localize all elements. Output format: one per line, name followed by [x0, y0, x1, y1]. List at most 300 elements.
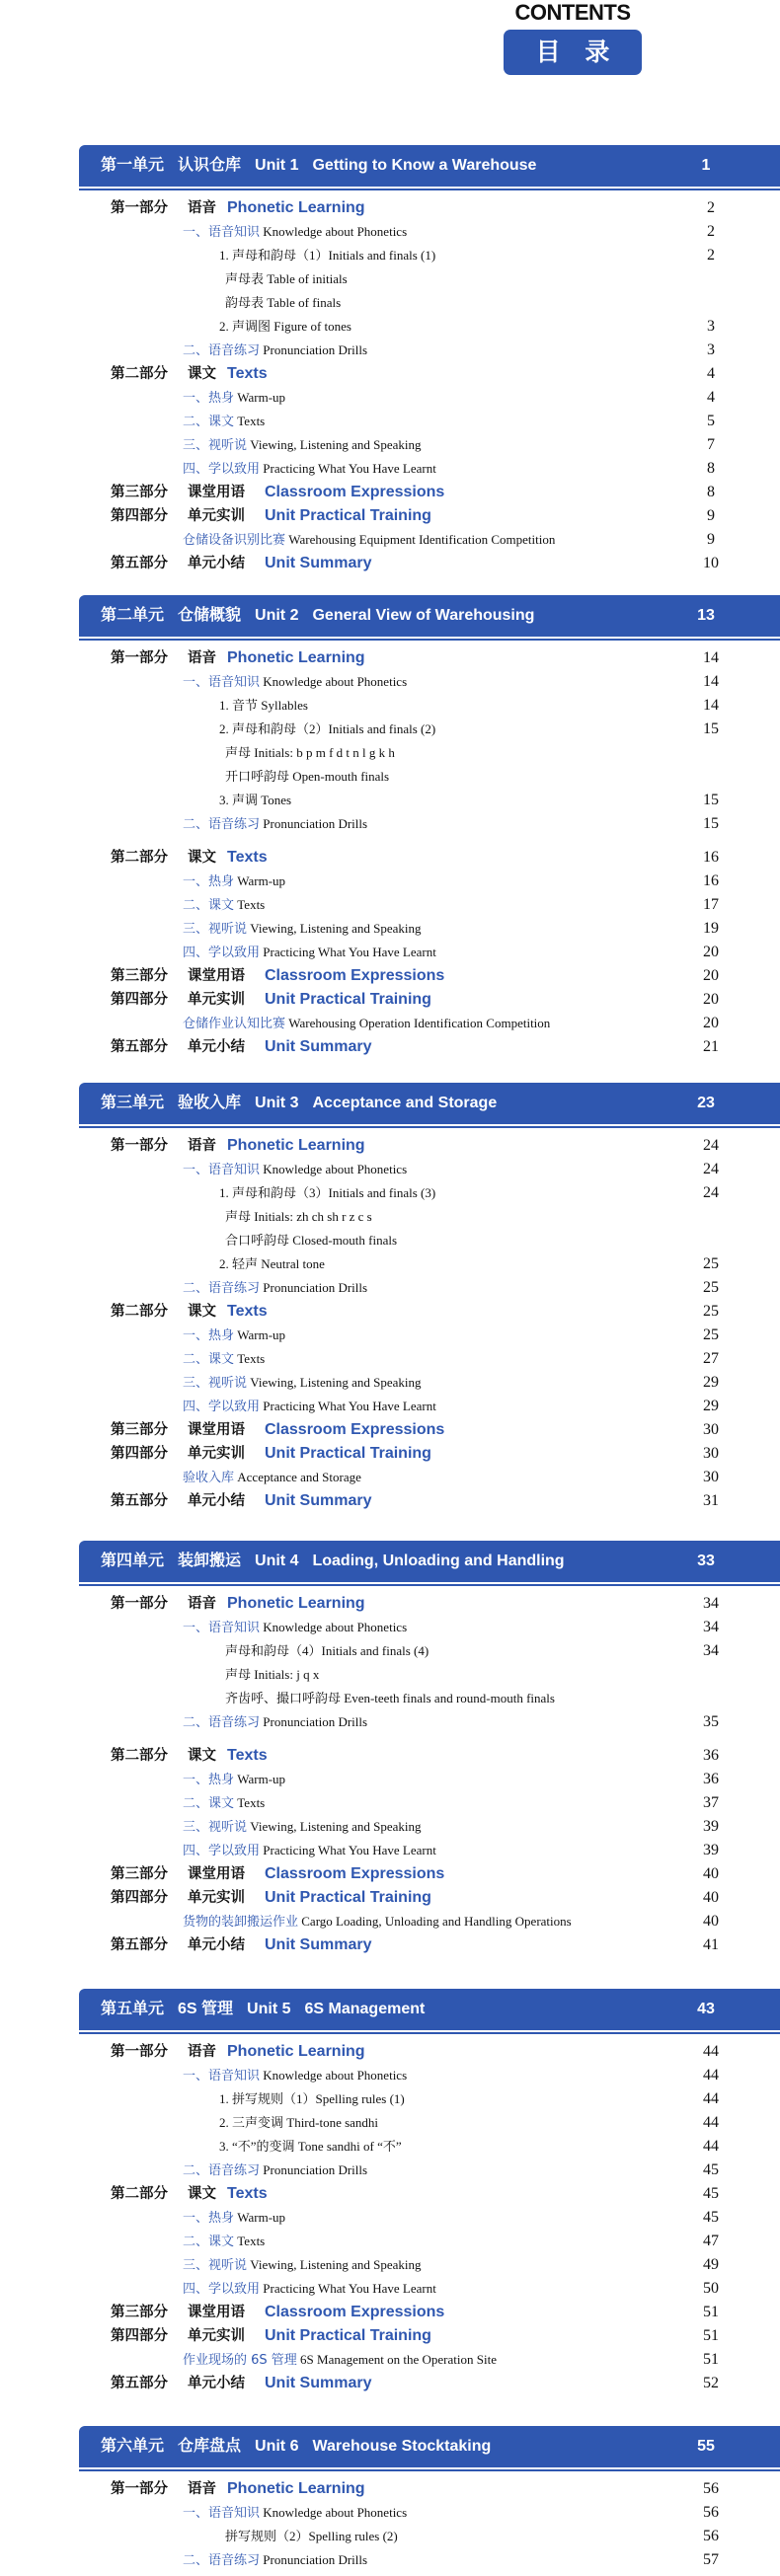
toc-entry[interactable]: [79, 1489, 780, 1513]
section-label: [183, 1371, 422, 1396]
unit-title: [101, 1083, 497, 1124]
section-label: [183, 1012, 550, 1036]
toc-entry[interactable]: [79, 552, 780, 575]
toc-entry[interactable]: [79, 457, 780, 481]
section-title-cn: 二、语音练习: [183, 343, 261, 358]
part-title-en: Texts: [227, 849, 268, 866]
subsection-label: 1. 音节 Syllables: [219, 698, 308, 713]
toc-entry[interactable]: [79, 1205, 780, 1229]
section-label: [183, 2230, 265, 2254]
page-number: 36: [703, 1771, 719, 1787]
toc-entry[interactable]: [79, 2182, 780, 2206]
page-number: 45: [703, 2209, 719, 2226]
page-number: 51: [703, 2351, 719, 2368]
page-number: 49: [703, 2256, 719, 2273]
page-number: 25: [703, 1303, 719, 1320]
part-title-cn: 语音: [188, 1596, 216, 1612]
section-title-en: Pronunciation Drills: [263, 816, 368, 831]
toc-entry[interactable]: [79, 1768, 780, 1791]
part-label: [111, 2182, 268, 2206]
unit-title-cn-name: 仓储概貌: [178, 607, 242, 624]
section-label: [183, 220, 407, 245]
part-title-en: Unit Summary: [265, 1038, 372, 1055]
toc-entry[interactable]: [79, 2135, 780, 2159]
part-title-cn: 课堂用语: [188, 1422, 245, 1438]
section-title-cn: 二、课文: [183, 415, 235, 429]
unit-divider: [79, 1126, 780, 1128]
toc-entry[interactable]: [79, 1276, 780, 1300]
toc-entry[interactable]: [79, 1744, 780, 1768]
page-number: 44: [703, 2114, 719, 2131]
section-title-en: 6S Management on the Operation Site: [300, 2352, 497, 2367]
section-label: [183, 410, 265, 434]
section-title-en: Texts: [237, 414, 266, 428]
toc-entry[interactable]: [79, 694, 780, 718]
toc-entry[interactable]: [79, 220, 780, 244]
toc-entry[interactable]: [79, 1300, 780, 1324]
section-title-cn: 一、语音知识: [183, 1621, 261, 1635]
toc-entry[interactable]: [79, 812, 780, 836]
part-title-cn: 课堂用语: [188, 2305, 245, 2320]
subsection-item: 合口呼韵母 Closed-mouth finals: [225, 1233, 398, 1248]
unit-entries: [79, 196, 780, 575]
page-number: 17: [703, 896, 719, 913]
unit-number-en: Unit 6: [255, 2438, 299, 2455]
section-title-en: Viewing, Listening and Speaking: [250, 1819, 422, 1834]
page-number: 20: [703, 991, 719, 1008]
page-number: 15: [703, 720, 719, 737]
unit-block: [79, 595, 780, 1059]
part-title-en: Phonetic Learning: [227, 2043, 365, 2060]
subsection-item: 声母 Initials: zh ch sh r z c s: [225, 1209, 372, 1224]
section-title-cn: 三、视听说: [183, 1820, 248, 1835]
subsection-label: 2. 声调图 Figure of tones: [219, 319, 351, 334]
part-number: 第一部分: [111, 1596, 168, 1612]
part-number: 第一部分: [111, 650, 168, 666]
unit-title-cn: 第五单元: [101, 2001, 165, 2017]
page-number: 3: [707, 318, 715, 335]
section-label: [183, 2501, 407, 2526]
part-title-en: Unit Summary: [265, 2375, 372, 2391]
section-label: [183, 1276, 367, 1301]
toc-entry[interactable]: [79, 2206, 780, 2230]
section-label: [183, 1324, 285, 1348]
unit-title-en: General View of Warehousing: [312, 607, 535, 624]
section-title-en: Pronunciation Drills: [263, 1714, 368, 1729]
part-number: 第五部分: [111, 1493, 168, 1509]
page-number: 16: [703, 849, 719, 866]
part-number: 第三部分: [111, 2305, 168, 2320]
unit-heading[interactable]: [79, 145, 780, 187]
unit-page-number: 1: [701, 157, 711, 174]
section-label: [183, 1910, 572, 1934]
part-label: [111, 1300, 268, 1324]
part-label: [111, 481, 444, 504]
toc-entry[interactable]: [79, 789, 780, 812]
unit-heading[interactable]: [79, 595, 780, 637]
toc-entry[interactable]: [79, 1616, 780, 1639]
part-title-en: Unit Practical Training: [265, 991, 431, 1008]
unit-entries: [79, 646, 780, 1059]
toc-entry[interactable]: [79, 1418, 780, 1442]
unit-block: [79, 1989, 780, 2395]
toc-entry[interactable]: [79, 1791, 780, 1815]
part-title-cn: 课文: [188, 850, 216, 866]
page-number: 56: [703, 2480, 719, 2497]
toc-entry[interactable]: [79, 410, 780, 433]
unit-heading[interactable]: [79, 1541, 780, 1582]
part-title-cn: 单元小结: [188, 2376, 245, 2391]
section-label: [183, 2277, 436, 2302]
page-number: 30: [703, 1445, 719, 1462]
subsection-item: 声母和韵母（4）Initials and finals (4): [225, 1643, 429, 1658]
section-title-cn: 二、课文: [183, 898, 235, 913]
page-number: 31: [703, 1492, 719, 1509]
toc-entry[interactable]: [79, 718, 780, 741]
section-title-cn: 二、课文: [183, 1796, 235, 1811]
part-label: [111, 646, 365, 670]
page-number: 24: [703, 1184, 719, 1201]
toc-entry[interactable]: [79, 1012, 780, 1035]
section-label: [183, 2159, 367, 2183]
part-title-cn: 语音: [188, 2044, 216, 2060]
section-label: [183, 1158, 407, 1182]
section-label: [183, 670, 407, 695]
page-number: 44: [703, 2067, 719, 2084]
toc-entry[interactable]: [79, 1815, 780, 1839]
toc-entry[interactable]: [79, 481, 780, 504]
part-title-en: Texts: [227, 1747, 268, 1764]
toc-entry[interactable]: [79, 670, 780, 694]
part-number: 第四部分: [111, 2328, 168, 2344]
toc-entry[interactable]: [79, 2111, 780, 2135]
part-title-en: Phonetic Learning: [227, 1595, 365, 1612]
part-title-en: Unit Practical Training: [265, 2327, 431, 2344]
toc-entry[interactable]: [79, 1252, 780, 1276]
toc-entry[interactable]: [79, 244, 780, 267]
unit-page-number: 13: [697, 607, 715, 624]
toc-entry[interactable]: [79, 1839, 780, 1862]
section-label: [183, 386, 285, 411]
part-title-en: Texts: [227, 2185, 268, 2202]
toc-entry[interactable]: [79, 1687, 780, 1710]
page-number: 34: [703, 1642, 719, 1659]
page-number: 30: [703, 1421, 719, 1438]
section-title-en: Knowledge about Phonetics: [263, 2505, 408, 2520]
page-number: 39: [703, 1818, 719, 1835]
section-title-en: Pronunciation Drills: [263, 2552, 368, 2567]
unit-number-en: Unit 1: [255, 157, 299, 174]
toc-entry[interactable]: [79, 362, 780, 386]
subsection-label: 3. “不”的变调 Tone sandhi of “不”: [219, 2139, 402, 2154]
section-title-cn: 一、热身: [183, 1773, 235, 1787]
section-label: [183, 1395, 436, 1419]
unit-page-number: 55: [697, 2438, 715, 2455]
toc-entry[interactable]: [79, 917, 780, 941]
unit-number-en: Unit 4: [255, 1553, 299, 1569]
part-label: [111, 1886, 431, 1910]
toc-entry[interactable]: [79, 1466, 780, 1489]
toc-entry[interactable]: [79, 528, 780, 552]
page-number: 4: [707, 365, 715, 382]
section-title-en: Warehousing Equipment Identification Competition: [288, 532, 556, 547]
unit-title-cn-name: 装卸搬运: [178, 1553, 242, 1569]
toc-entry[interactable]: [79, 386, 780, 410]
toc-entry[interactable]: [79, 2348, 780, 2372]
section-title-cn: 验收入库: [183, 1471, 235, 1485]
part-title-en: Classroom Expressions: [265, 1865, 445, 1882]
unit-divider: [79, 189, 780, 190]
unit-heading[interactable]: [79, 1083, 780, 1124]
toc-entry[interactable]: [79, 1371, 780, 1395]
toc-entry[interactable]: [79, 267, 780, 291]
subsection-item: 声母表 Table of initials: [225, 271, 348, 286]
toc-entry[interactable]: [79, 1158, 780, 1181]
toc-entry[interactable]: [79, 964, 780, 988]
section-title-en: Knowledge about Phonetics: [263, 224, 408, 239]
section-label: [183, 2348, 497, 2373]
part-title-en: Phonetic Learning: [227, 2480, 365, 2497]
section-title-cn: 一、语音知识: [183, 1163, 261, 1177]
toc-entry[interactable]: [79, 1442, 780, 1466]
toc-entry[interactable]: [79, 339, 780, 362]
page-number: 2: [707, 199, 715, 216]
section-title-en: Texts: [237, 1351, 266, 1366]
toc-entry[interactable]: [79, 1663, 780, 1687]
part-title-en: Phonetic Learning: [227, 1137, 365, 1154]
toc-entry[interactable]: [79, 196, 780, 220]
unit-title-cn: 第四单元: [101, 1553, 165, 1569]
toc-entry[interactable]: [79, 1592, 780, 1616]
part-number: 第三部分: [111, 968, 168, 984]
toc-entry[interactable]: [79, 1710, 780, 1734]
part-label: [111, 2324, 431, 2348]
page-number: 35: [703, 1713, 719, 1730]
toc-entry[interactable]: [79, 504, 780, 528]
unit-title-cn-name: 认识仓库: [178, 157, 242, 174]
page-number: 14: [703, 697, 719, 714]
toc-entry[interactable]: [79, 846, 780, 870]
subsection-item: 开口呼韵母 Open-mouth finals: [225, 769, 390, 784]
page-number: 5: [707, 413, 715, 429]
section-title-en: Viewing, Listening and Speaking: [250, 2257, 422, 2272]
page-number: 20: [703, 1015, 719, 1031]
section-label: [183, 2253, 422, 2278]
toc-entry[interactable]: [79, 2277, 780, 2301]
section-title-cn: 二、课文: [183, 2235, 235, 2249]
unit-heading[interactable]: [79, 2426, 780, 2467]
unit-title-en: Getting to Know a Warehouse: [312, 157, 537, 174]
toc-entry[interactable]: [79, 1324, 780, 1347]
page-number: 40: [703, 1889, 719, 1906]
toc-entry[interactable]: [79, 893, 780, 917]
part-label: [111, 1442, 431, 1466]
section-label: [183, 528, 555, 553]
part-number: 第一部分: [111, 200, 168, 216]
section-title-cn: 一、语音知识: [183, 2506, 261, 2521]
part-label: [111, 196, 365, 220]
toc-entry[interactable]: [79, 1229, 780, 1252]
part-label: [111, 846, 268, 870]
unit-heading[interactable]: [79, 1989, 780, 2030]
section-title-en: Knowledge about Phonetics: [263, 1162, 408, 1176]
part-title-en: Classroom Expressions: [265, 967, 445, 984]
section-label: [183, 1710, 367, 1735]
part-title-en: Phonetic Learning: [227, 649, 365, 666]
section-title-cn: 二、语音练习: [183, 1281, 261, 1296]
section-title-cn: 四、学以致用: [183, 2282, 261, 2297]
row-gap: [79, 1734, 780, 1744]
page-number: 2: [707, 223, 715, 240]
unit-title-cn: 第一单元: [101, 157, 165, 174]
toc-entry[interactable]: [79, 2477, 780, 2501]
page-number: 15: [703, 815, 719, 832]
section-title-cn: 三、视听说: [183, 1376, 248, 1391]
page-number: 2: [707, 247, 715, 264]
section-label: [183, 1815, 422, 1840]
toc-entry[interactable]: [79, 2525, 780, 2548]
toc-entry[interactable]: [79, 941, 780, 964]
part-number: 第二部分: [111, 1748, 168, 1764]
unit-block: [79, 2426, 780, 2572]
section-label: [183, 1768, 285, 1792]
toc-entry[interactable]: [79, 1395, 780, 1418]
part-title-en: Texts: [227, 1303, 268, 1320]
section-label: [183, 1466, 361, 1490]
toc-entry[interactable]: [79, 1134, 780, 1158]
unit-page-number: 43: [697, 2001, 715, 2017]
page-number: 9: [707, 507, 715, 524]
page-number: 20: [703, 944, 719, 960]
toc-entry[interactable]: [79, 2040, 780, 2064]
part-number: 第四部分: [111, 992, 168, 1008]
page-number: 25: [703, 1255, 719, 1272]
part-title-en: Unit Practical Training: [265, 1445, 431, 1462]
toc-entry[interactable]: [79, 1347, 780, 1371]
section-title-en: Texts: [237, 897, 266, 912]
unit-divider: [79, 2469, 780, 2471]
part-number: 第三部分: [111, 1422, 168, 1438]
toc-entry[interactable]: [79, 1035, 780, 1059]
page-number: 25: [703, 1326, 719, 1343]
toc-entry[interactable]: [79, 988, 780, 1012]
unit-title: [101, 1989, 425, 2030]
unit-page-number: 33: [697, 1553, 715, 1569]
section-title-en: Viewing, Listening and Speaking: [250, 1375, 422, 1390]
toc-entry[interactable]: [79, 2064, 780, 2087]
toc-entry[interactable]: [79, 870, 780, 893]
section-label: [183, 1616, 407, 1640]
section-title-en: Acceptance and Storage: [237, 1470, 361, 1484]
section-title-en: Warm-up: [237, 873, 286, 888]
page-number: 4: [707, 389, 715, 406]
section-title-cn: 一、语音知识: [183, 2069, 261, 2084]
toc-entry[interactable]: [79, 1181, 780, 1205]
page-number: 47: [703, 2233, 719, 2249]
toc-entry[interactable]: [79, 2301, 780, 2324]
page-number: 40: [703, 1865, 719, 1882]
toc-entry[interactable]: [79, 2501, 780, 2525]
section-title-en: Practicing What You Have Learnt: [263, 2281, 436, 2296]
toc-entry[interactable]: [79, 291, 780, 315]
part-title-cn: 课堂用语: [188, 968, 245, 984]
toc-entry[interactable]: [79, 1910, 780, 1933]
page-number: 45: [703, 2185, 719, 2202]
part-title-cn: 语音: [188, 650, 216, 666]
part-title-cn: 语音: [188, 2481, 216, 2497]
section-title-en: Cargo Loading, Unloading and Handling Operations: [301, 1914, 572, 1929]
toc-entry[interactable]: [79, 741, 780, 765]
section-title-en: Viewing, Listening and Speaking: [250, 437, 422, 452]
part-title-en: Classroom Expressions: [265, 1421, 445, 1438]
part-number: 第二部分: [111, 366, 168, 382]
page-number: 30: [703, 1469, 719, 1485]
contents-title-en: CONTENTS: [514, 0, 631, 25]
section-title-en: Practicing What You Have Learnt: [263, 1399, 436, 1413]
part-label: [111, 988, 431, 1012]
unit-title-cn-name: 仓库盘点: [178, 2438, 242, 2455]
toc-entry[interactable]: [79, 1639, 780, 1663]
toc-entry[interactable]: [79, 433, 780, 457]
part-label: [111, 2040, 365, 2064]
toc-entry[interactable]: [79, 2372, 780, 2395]
part-title-cn: 单元实训: [188, 1446, 245, 1462]
section-title-en: Warm-up: [237, 1327, 286, 1342]
section-label: [183, 870, 285, 894]
section-title-en: Texts: [237, 1795, 266, 1810]
unit-block: [79, 145, 780, 575]
contents-title-cn: 目 录: [504, 30, 642, 75]
part-number: 第一部分: [111, 2044, 168, 2060]
page-number: 39: [703, 1842, 719, 1858]
unit-block: [79, 1083, 780, 1513]
toc-entry[interactable]: [79, 2324, 780, 2348]
section-title-cn: 一、热身: [183, 391, 235, 406]
section-title-cn: 仓储设备识别比赛: [183, 533, 286, 548]
toc-entry[interactable]: [79, 1862, 780, 1886]
toc-entry[interactable]: [79, 2087, 780, 2111]
section-title-en: Viewing, Listening and Speaking: [250, 921, 422, 936]
toc-entry[interactable]: [79, 1933, 780, 1957]
toc-entry[interactable]: [79, 646, 780, 670]
part-label: [111, 504, 431, 528]
page-number: 8: [707, 460, 715, 477]
part-label: [111, 1744, 268, 1768]
part-title-cn: 单元小结: [188, 556, 245, 571]
page-number: 24: [703, 1137, 719, 1154]
page-number: 57: [703, 2551, 719, 2568]
toc-entry[interactable]: [79, 1886, 780, 1910]
unit-title: [101, 2426, 491, 2467]
toc-entry[interactable]: [79, 315, 780, 339]
section-title-en: Warm-up: [237, 2210, 286, 2225]
part-title-cn: 课文: [188, 1748, 216, 1764]
toc-entry[interactable]: [79, 2253, 780, 2277]
contents-header: [504, 0, 642, 75]
toc-entry[interactable]: [79, 2159, 780, 2182]
section-title-en: Warehousing Operation Identification Competition: [288, 1016, 551, 1030]
page-number: 50: [703, 2280, 719, 2297]
part-title-cn: 单元小结: [188, 1493, 245, 1509]
toc-entry[interactable]: [79, 765, 780, 789]
subsection-label: 1. 拼写规则（1）Spelling rules (1): [219, 2091, 405, 2106]
subsection-label: 3. 声调 Tones: [219, 793, 292, 807]
unit-title-en: Acceptance and Storage: [312, 1095, 498, 1111]
toc-entry[interactable]: [79, 2548, 780, 2572]
page-number: 40: [703, 1913, 719, 1930]
part-title-cn: 课堂用语: [188, 1866, 245, 1882]
toc-entry[interactable]: [79, 2230, 780, 2253]
